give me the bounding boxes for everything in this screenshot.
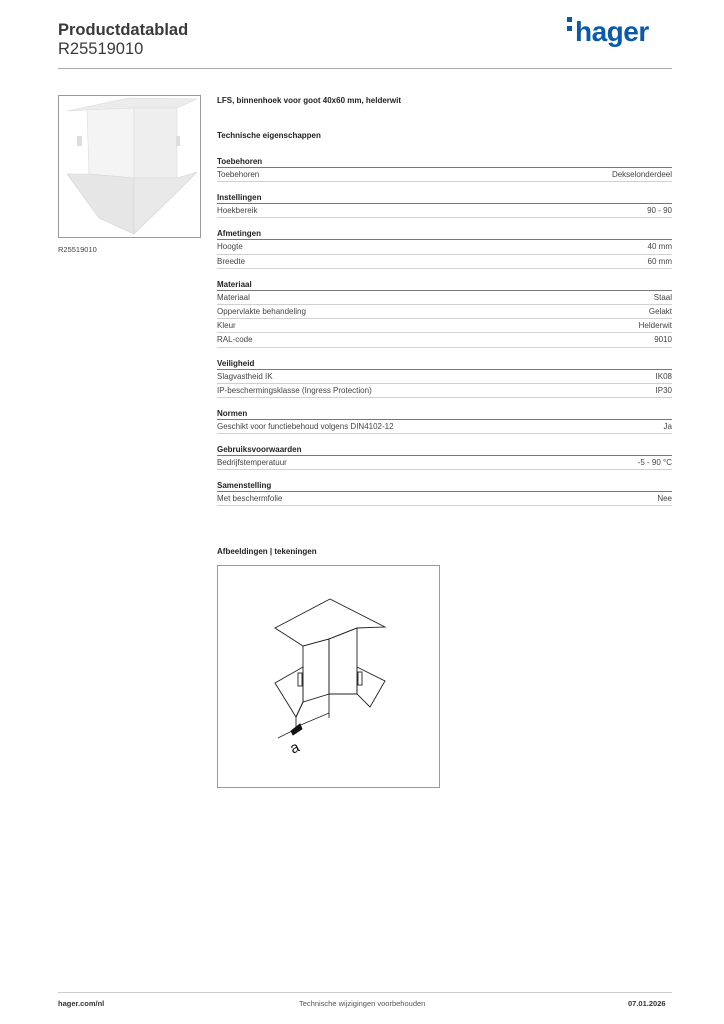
spec-row [217, 168, 672, 182]
product-thumbnail [58, 95, 201, 238]
article-number: R25519010 [58, 40, 144, 58]
spec-row [217, 255, 672, 269]
spec-label: Hoekbereik [217, 206, 258, 216]
spec-section-title: Veiligheid [217, 358, 672, 370]
spec-label: Bedrijfstemperatuur [217, 458, 287, 468]
inner-corner-drawing-icon [218, 566, 439, 787]
spec-label: RAL-code [217, 335, 253, 345]
spec-value: 40 mm [647, 242, 672, 252]
spec-section [217, 408, 672, 434]
product-description: LFS, binnenhoek voor goot 40x60 mm, helderwit [217, 96, 402, 105]
spec-value: Helderwit [638, 321, 672, 331]
spec-value: -5 - 90 °C [637, 458, 672, 468]
spec-row [217, 456, 672, 470]
spec-value: Dekselonderdeel [611, 170, 672, 179]
footer-disclaimer: Technische wijzigingen voorbehouden [299, 999, 426, 1008]
spec-value: 90 - 90 [647, 206, 672, 216]
spec-row [217, 305, 672, 319]
spec-row [217, 204, 672, 218]
inner-corner-photo-icon [59, 96, 200, 237]
thumbnail-caption: R25519010 [58, 245, 97, 254]
spec-section-title: Normen [217, 408, 672, 420]
spec-value: IP30 [655, 385, 672, 395]
spec-value: Gelakt [648, 306, 672, 316]
spec-label: Toebehoren [217, 170, 260, 179]
spec-row [217, 333, 672, 347]
spec-value: IK08 [655, 371, 672, 381]
spec-section [217, 192, 672, 218]
spec-row [217, 370, 672, 384]
footer-website-link[interactable]: hager.com/nl [58, 999, 105, 1008]
spec-row [217, 240, 672, 254]
specs-heading: Technische eigenschappen [217, 131, 321, 140]
spec-section-title: Materiaal [217, 279, 672, 291]
spec-label: Met beschermfolie [217, 494, 283, 504]
spec-value: 9010 [654, 335, 672, 345]
spec-label: Materiaal [217, 292, 250, 302]
spec-row [217, 384, 672, 398]
spec-section [217, 358, 672, 398]
spec-label: Hoogte [217, 242, 243, 252]
logo-text: hager [575, 16, 649, 47]
hager-logo [567, 16, 649, 48]
spec-section-title: Gebruiksvoorwaarden [217, 444, 672, 456]
spec-section [217, 444, 672, 470]
spec-label: Kleur [217, 321, 236, 331]
spec-section-title: Samenstelling [217, 480, 672, 492]
spec-value: 60 mm [647, 256, 672, 266]
footer-date: 07.01.2026 [628, 999, 666, 1008]
spec-label: IP-beschermingsklasse (Ingress Protection) [217, 385, 372, 395]
spec-label: Slagvastheid IK [217, 371, 273, 381]
logo-dots-icon [567, 17, 572, 35]
page-title: Productdatablad [58, 21, 189, 39]
technical-drawing [217, 565, 440, 788]
spec-section [217, 279, 672, 348]
images-heading: Afbeeldingen | tekeningen [217, 547, 317, 556]
spec-section-title: Toebehoren [217, 156, 672, 168]
spec-row [217, 291, 672, 305]
spec-section [217, 228, 672, 268]
spec-row [217, 492, 672, 506]
spec-value: Staal [653, 292, 672, 302]
spec-label: Breedte [217, 256, 246, 266]
spec-label: Oppervlakte behandeling [217, 306, 306, 316]
spec-section-title: Afmetingen [217, 228, 672, 240]
spec-value: Ja [663, 421, 672, 431]
header-divider [58, 68, 672, 69]
footer-divider [58, 992, 672, 993]
spec-row [217, 319, 672, 333]
specifications-table [217, 156, 672, 516]
dimension-label: a [287, 738, 303, 758]
spec-section-title: Instellingen [217, 192, 672, 204]
spec-row [217, 420, 672, 434]
spec-section [217, 156, 672, 182]
spec-value: Nee [657, 494, 672, 504]
spec-section [217, 480, 672, 506]
spec-label: Geschikt voor functiebehoud volgens DIN4102-12 [217, 421, 394, 431]
